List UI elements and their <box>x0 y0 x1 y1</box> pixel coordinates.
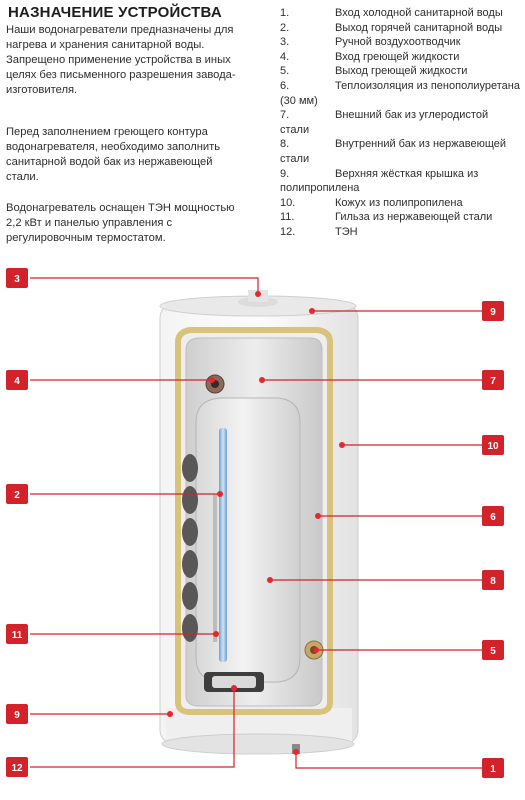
legend-text: Кожух из полипропилена <box>335 196 463 209</box>
heater-paragraph: Водонагреватель оснащен ТЭН мощностью 2,2 кВт и панелью управления с регулировочным термостатом. <box>6 202 235 244</box>
legend-item-11 <box>280 210 520 225</box>
legend-number: 2. <box>280 21 290 34</box>
callout-4 <box>6 370 28 390</box>
legend-number: 4. <box>280 50 290 63</box>
legend-text: ТЭН <box>335 225 358 238</box>
legend-item-12 <box>280 225 520 240</box>
callout-9-bottom <box>6 704 28 724</box>
callout-8 <box>482 570 504 590</box>
legend-number: 1. <box>280 7 290 19</box>
callout-7 <box>482 370 504 390</box>
legend-item-2 <box>280 21 520 36</box>
legend-item-9 <box>280 167 520 196</box>
legend-number: 9. <box>280 167 290 180</box>
legend-item-5 <box>280 64 520 79</box>
legend-text: Внутренний бак из нержавеющей стали <box>280 138 507 165</box>
callout-number: 11 <box>11 630 23 641</box>
inner-stainless-tank <box>196 398 300 682</box>
callout-3 <box>6 268 28 288</box>
heating-fluid-inlet <box>206 375 224 393</box>
legend-item-1 <box>280 6 520 21</box>
callout-number: 7 <box>490 376 496 387</box>
legend-item-10 <box>280 196 520 211</box>
legend-item-7 <box>280 108 520 137</box>
legend-item-4 <box>280 50 520 65</box>
callout-5 <box>482 640 504 660</box>
legend-item-6 <box>280 79 520 108</box>
callout-number: 1 <box>490 764 496 775</box>
parts-legend <box>280 6 520 240</box>
page-title: НАЗНАЧЕНИЕ УСТРОЙСТВА <box>8 4 222 21</box>
legend-text: Выход греющей жидкости <box>335 65 468 78</box>
legend-number: 5. <box>280 65 290 78</box>
legend-text: Гильза из нержавеющей стали <box>335 211 493 224</box>
legend-number: 6. <box>280 79 290 92</box>
callout-10 <box>482 435 504 455</box>
intro-paragraph: Наши водонагреватели предназначены для нагрева и хранения санитарной воды. Запрещено применение устройства в иных целях без письменного разрешения завода-изготовителя. <box>6 24 236 96</box>
legend-number: 12. <box>280 225 296 238</box>
legend-number: 11. <box>280 211 295 224</box>
legend-text: Ручной воздухоотводчик <box>335 36 461 49</box>
legend-number: 10. <box>280 196 296 209</box>
legend-text: Выход горячей санитарной воды <box>335 21 503 34</box>
callout-2 <box>6 484 28 504</box>
legend-text: Внешний бак из углеродистой стали <box>280 109 489 136</box>
legend-number: 7. <box>280 109 290 122</box>
callout-11 <box>6 624 28 644</box>
callout-number: 3 <box>14 274 20 285</box>
filling-note-paragraph: Перед заполнением греющего контура водонагревателя, необходимо заполнить санитарной водой бак из нержавеющей стали. <box>6 126 221 183</box>
callout-1 <box>482 758 504 778</box>
legend-item-3 <box>280 35 520 50</box>
callout-9-top <box>482 301 504 321</box>
legend-item-8 <box>280 137 520 166</box>
legend-text: Вход греющей жидкости <box>335 50 460 63</box>
callout-number: 2 <box>14 490 20 501</box>
callout-number: 10 <box>487 441 499 452</box>
callout-number: 4 <box>14 376 20 387</box>
callout-6 <box>482 506 504 526</box>
callout-number: 5 <box>490 646 496 657</box>
callout-12 <box>6 757 28 777</box>
legend-text: Верхняя жёсткая крышка из полипропилена <box>280 167 479 195</box>
legend-number: 8. <box>280 138 290 151</box>
legend-text: Вход холодной санитарной воды <box>335 7 503 19</box>
callout-number: 9 <box>490 307 496 318</box>
water-heater-cutaway-diagram <box>0 260 525 800</box>
callout-number: 8 <box>490 576 496 587</box>
callout-number: 6 <box>490 512 496 523</box>
legend-text: Теплоизоляция из пенополиуретана (30 мм) <box>280 79 520 107</box>
legend-number: 3. <box>280 36 290 49</box>
callout-number: 9 <box>14 710 20 721</box>
callout-number: 12 <box>11 763 23 774</box>
